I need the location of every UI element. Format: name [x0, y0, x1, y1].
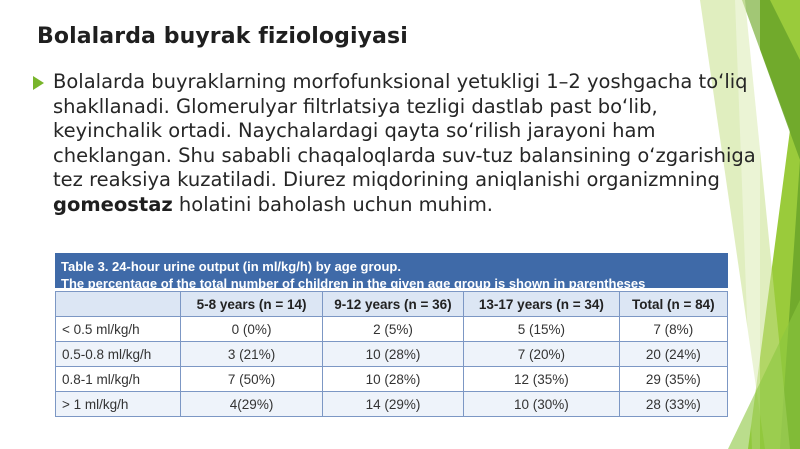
table-row — [56, 392, 728, 417]
row-label: 0.5-0.8 ml/kg/h — [56, 342, 181, 367]
table-row — [56, 367, 728, 392]
slide-title: Bolalarda buyrak fiziologiyasi — [37, 24, 408, 49]
table-cell: 7 (50%) — [181, 367, 322, 392]
body-text-bold: gomeostaz — [53, 192, 173, 216]
table-caption-line2: The percentage of the total number of children in the given age group is shown in parentheses — [61, 276, 646, 291]
body-text-part2: holatini baholash uchun muhim. — [172, 192, 494, 216]
table-cell: 29 (35%) — [619, 367, 727, 392]
header-cell: Total (n = 84) — [619, 292, 727, 317]
table-cell: 4(29%) — [181, 392, 322, 417]
table-caption — [55, 253, 728, 291]
table-header-row — [56, 292, 728, 317]
table-cell: 7 (8%) — [619, 317, 727, 342]
header-cell: 9-12 years (n = 36) — [322, 292, 463, 317]
row-label: > 1 ml/kg/h — [56, 392, 181, 417]
data-table — [55, 291, 728, 417]
table-cell: 10 (28%) — [322, 342, 463, 367]
header-cell — [56, 292, 181, 317]
table-cell: 12 (35%) — [464, 367, 619, 392]
table-cell: 10 (30%) — [464, 392, 619, 417]
header-cell: 5-8 years (n = 14) — [181, 292, 322, 317]
table-cell: 2 (5%) — [322, 317, 463, 342]
row-label: 0.8-1 ml/kg/h — [56, 367, 181, 392]
table-cell: 5 (15%) — [464, 317, 619, 342]
bullet-arrow-icon — [33, 76, 44, 90]
row-label: < 0.5 ml/kg/h — [56, 317, 181, 342]
table-cell: 10 (28%) — [322, 367, 463, 392]
body-text-part1: Bolalarda buyraklarning morfofunksional yetukligi 1–2 yoshgacha to‘liq shakllanadi. Glomerulyar filtrlatsiya tezligi dastlab past bo‘lib, keyinchalik ortadi. Naychalardagi qayta so‘rilish jarayoni ham cheklangan. Shu sababli chaqaloqlarda suv-tuz balansining o‘zgarishiga tez reaksiya kuzatiladi. Diurez miqdorining aniqlanishi organizmning — [53, 70, 756, 191]
urine-output-table-image — [55, 253, 728, 449]
table-row — [56, 342, 728, 367]
table-cell: 7 (20%) — [464, 342, 619, 367]
table-cell: 28 (33%) — [619, 392, 727, 417]
header-cell: 13-17 years (n = 34) — [464, 292, 619, 317]
body-paragraph — [53, 70, 758, 254]
table-cell: 14 (29%) — [322, 392, 463, 417]
table-row — [56, 317, 728, 342]
table-caption-line1: Table 3. 24-hour urine output (in ml/kg/h) by age group. — [61, 259, 401, 274]
table-cell: 20 (24%) — [619, 342, 727, 367]
table-cell: 3 (21%) — [181, 342, 322, 367]
table-cell: 0 (0%) — [181, 317, 322, 342]
